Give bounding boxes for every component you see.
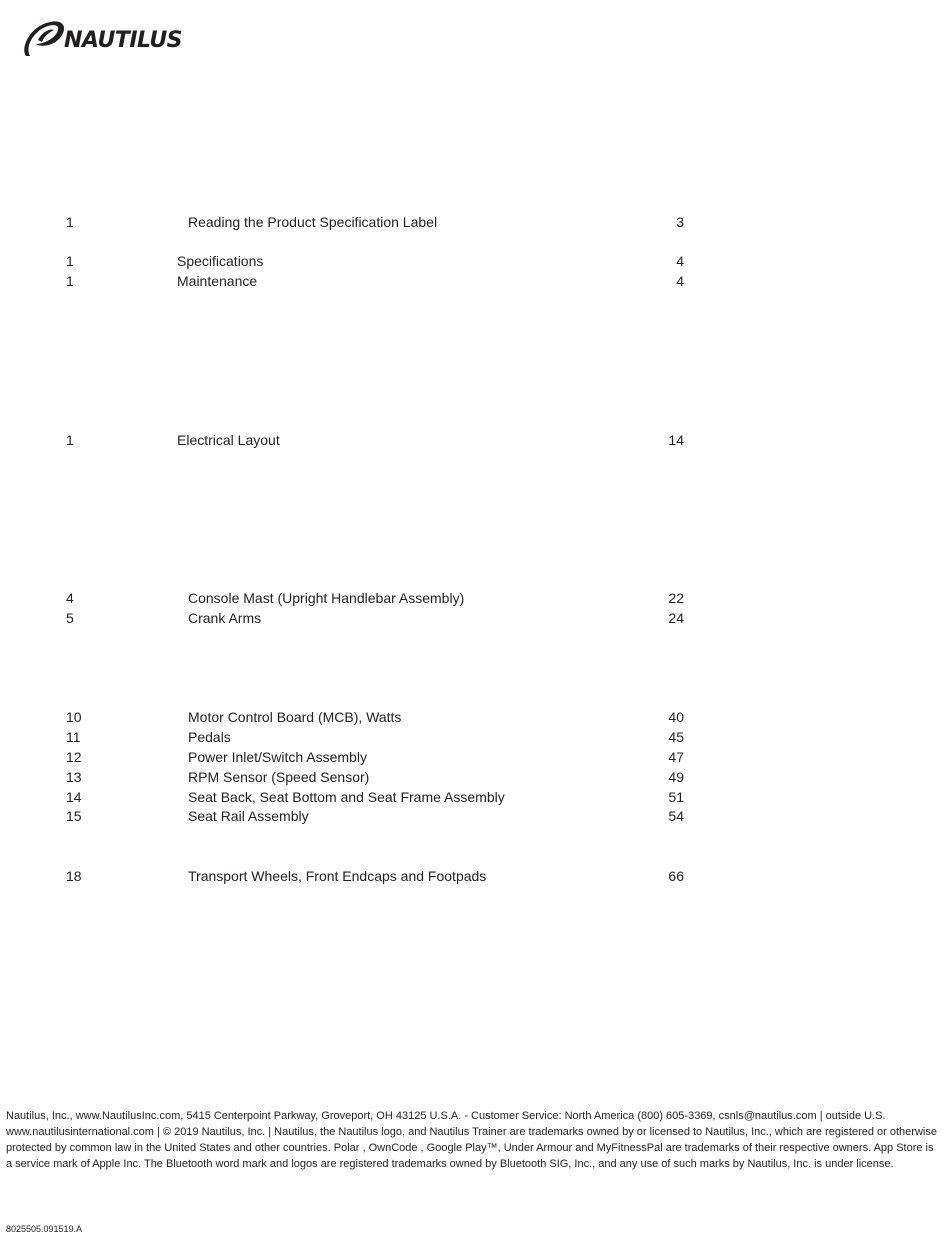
toc-entry [0, 806, 950, 826]
toc-entry-number: 5 [66, 610, 74, 626]
toc-entry-page: 14 [668, 432, 684, 448]
footer-line: a service mark of Apple Inc. The Bluetooth word mark and logos are registered trademarks owned by Bluetooth SIG, Inc., and any use of such marks by Nautilus, Inc. is under license. [6, 1158, 894, 1170]
toc-entry [0, 727, 950, 747]
toc-entry-title: Crank Arms [188, 610, 262, 626]
toc-entry [0, 212, 950, 232]
toc-entry-number: 12 [66, 749, 82, 765]
toc-entry-number: 1 [66, 253, 74, 269]
toc-entry-title: Motor Control Board (MCB), Watts [188, 709, 402, 725]
toc-entry-number: 15 [66, 808, 82, 824]
toc-entry-title: Pedals [188, 729, 231, 745]
toc-entry-number: 14 [66, 789, 82, 805]
toc-entry-page: 47 [668, 749, 684, 765]
toc-entry [0, 588, 950, 608]
nautilus-swirl-icon [20, 18, 68, 60]
toc-entry [0, 271, 950, 291]
toc-entry-number: 1 [66, 273, 74, 289]
toc-entry-page: 22 [668, 590, 684, 606]
toc-entry-title: Reading the Product Specification Label [188, 214, 438, 230]
toc-entry-page: 45 [668, 729, 684, 745]
toc-entry [0, 866, 950, 886]
footer-line: protected by common law in the United States and other countries. Polar , OwnCode , Google Play™, Under Armour and MyFitnessPal are trademarks of their respective owners. App Store is [6, 1142, 934, 1154]
toc-entry-page: 66 [668, 868, 684, 884]
toc-entry-title: Electrical Layout [177, 432, 280, 448]
toc-entry-page: 4 [676, 253, 684, 269]
toc-entry-number: 11 [66, 729, 81, 745]
toc-entry-number: 1 [66, 432, 74, 448]
toc-entry-title: RPM Sensor (Speed Sensor) [188, 769, 370, 785]
toc-entry [0, 251, 950, 271]
toc-entry-number: 10 [66, 709, 82, 725]
toc-entry-number: 4 [66, 590, 74, 606]
toc-entry-number: 13 [66, 769, 82, 785]
toc-entry-page: 54 [668, 808, 684, 824]
toc-entry-page: 49 [668, 769, 684, 785]
toc-entry [0, 787, 950, 807]
toc-entry-title: Seat Back, Seat Bottom and Seat Frame Assembly [188, 789, 505, 805]
toc-entry [0, 430, 950, 450]
toc-entry-title: Seat Rail Assembly [188, 808, 309, 824]
footer-legal-text [6, 1108, 941, 1172]
toc-entry-page: 24 [668, 610, 684, 626]
toc-entry [0, 767, 950, 787]
document-number: 8025505.091519.A [6, 1224, 83, 1234]
toc-entry-page: 4 [676, 273, 684, 289]
toc-entry-title: Power Inlet/Switch Assembly [188, 749, 367, 765]
toc-entry-title: Console Mast (Upright Handlebar Assembly) [188, 590, 465, 606]
nautilus-logo [20, 18, 220, 60]
toc-entry-number: 18 [66, 868, 82, 884]
toc-entry [0, 608, 950, 628]
toc-entry-number: 1 [66, 214, 74, 230]
toc-entry-title: Maintenance [177, 273, 258, 289]
toc-entry-title: Specifications [177, 253, 264, 269]
brand-name: NAUTILUS [64, 28, 183, 53]
toc-entry-title: Transport Wheels, Front Endcaps and Footpads [188, 868, 487, 884]
toc-entry-page: 40 [668, 709, 684, 725]
footer-line: www.nautilusinternational.com | © 2019 Nautilus, Inc. | Nautilus, the Nautilus logo, and Nautilus Trainer are trademarks owned by or licensed to Nautilus, Inc., which are registered or otherwise [6, 1126, 937, 1138]
toc-entry-page: 51 [668, 789, 684, 805]
toc-entry-page: 3 [676, 214, 684, 230]
toc-entry [0, 707, 950, 727]
footer-line: Nautilus, Inc., www.NautilusInc.com, 5415 Centerpoint Parkway, Groveport, OH 43125 U.S.A. - Customer Service: North America (800) 605-3369, csnls@nautilus.com | outside U.S. [6, 1110, 886, 1122]
toc-entry [0, 747, 950, 767]
